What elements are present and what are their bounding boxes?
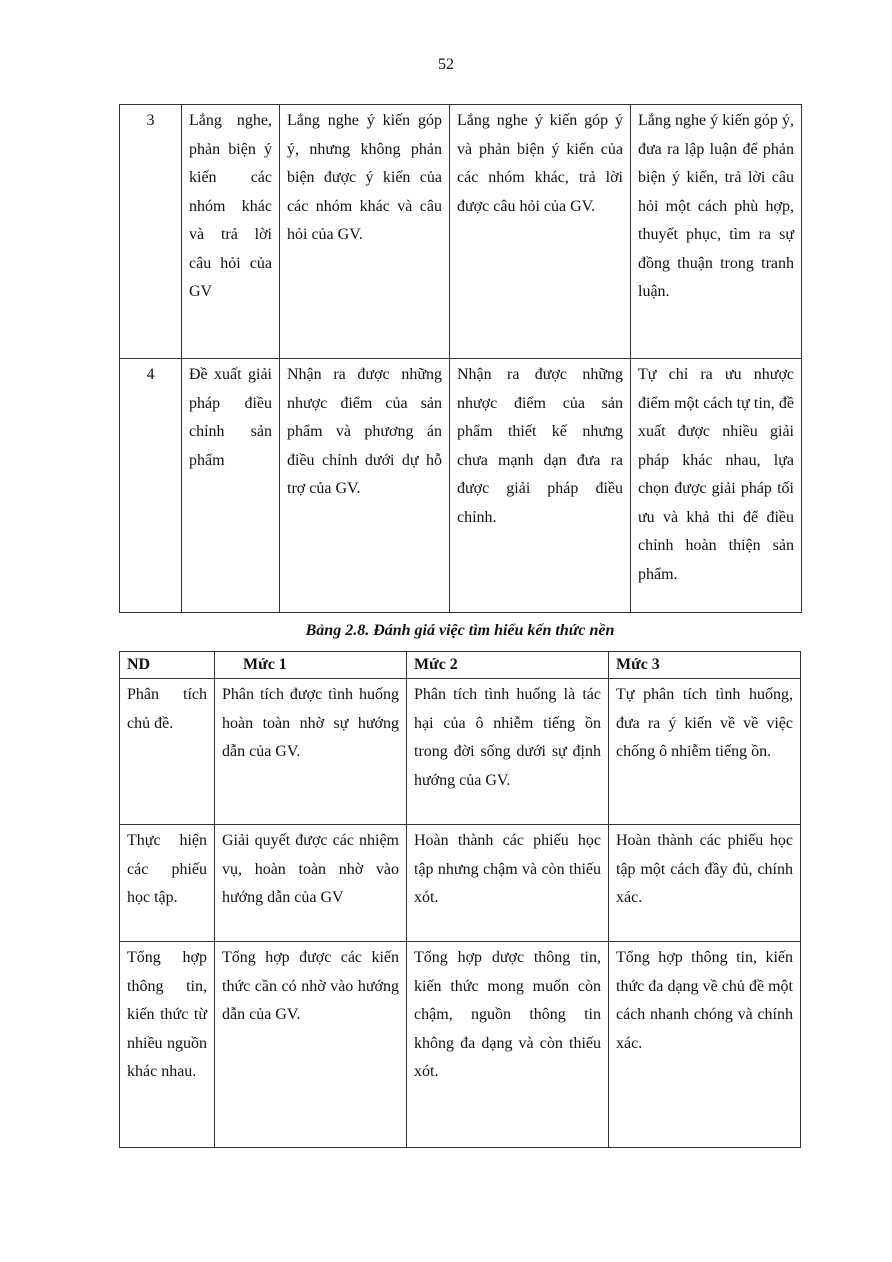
header-level3: Mức 3 bbox=[609, 652, 801, 679]
header-level2: Mức 2 bbox=[407, 652, 609, 679]
header-level1: Mức 1 bbox=[215, 652, 407, 679]
level3-cell: Hoàn thành các phiếu học tập một cách đầy đủ, chính xác. bbox=[609, 825, 801, 942]
table-row bbox=[120, 679, 801, 825]
row-number: 3 bbox=[120, 105, 182, 359]
level2-cell: Hoàn thành các phiếu học tập nhưng chậm và còn thiếu xót. bbox=[407, 825, 609, 942]
table-row bbox=[120, 105, 802, 359]
table-row bbox=[120, 825, 801, 942]
level2-cell: Tổng hợp dược thông tin, kiến thức mong muốn còn chậm, nguồn thông tin không đa dạng và còn thiếu xót. bbox=[407, 942, 609, 1148]
level3-cell: Lắng nghe ý kiến góp ý, đưa ra lập luận để phản biện ý kiến, trả lời câu hỏi một cách phù hợp, thuyết phục, tìm ra sự đồng thuận trong tranh luận. bbox=[631, 105, 802, 359]
table-row bbox=[120, 942, 801, 1148]
assessment-table-2-8 bbox=[119, 651, 801, 1148]
criteria-table-continued bbox=[119, 104, 802, 613]
criterion-cell: Đề xuất giải pháp điều chỉnh sản phẩm bbox=[182, 359, 280, 613]
level1-cell: Giải quyết được các nhiệm vụ, hoàn toàn nhờ vào hướng dẫn của GV bbox=[215, 825, 407, 942]
level2-cell: Phân tích tình huống là tác hại của ô nhiễm tiếng ồn trong đời sống dưới sự định hướng của GV. bbox=[407, 679, 609, 825]
row-number: 4 bbox=[120, 359, 182, 613]
header-nd: ND bbox=[120, 652, 215, 679]
level3-cell: Tự chỉ ra ưu nhược điểm một cách tự tin, đề xuất được nhiều giải pháp khác nhau, lựa chọn được giải pháp tối ưu và khả thi để điều chỉnh hoàn thiện sản phẩm. bbox=[631, 359, 802, 613]
level2-cell: Nhận ra được những nhược điểm của sản phẩm thiết kế nhưng chưa mạnh dạn đưa ra được giải pháp điều chỉnh. bbox=[450, 359, 631, 613]
table-row bbox=[120, 359, 802, 613]
header-row bbox=[120, 652, 801, 679]
level3-cell: Tự phân tích tình huống, đưa ra ý kiến về về việc chống ô nhiễm tiếng ồn. bbox=[609, 679, 801, 825]
level1-cell: Lắng nghe ý kiến góp ý, nhưng không phản biện được ý kiến của các nhóm khác và câu hỏi của GV. bbox=[280, 105, 450, 359]
nd-cell: Tổng hợp thông tin, kiến thức từ nhiều nguồn khác nhau. bbox=[120, 942, 215, 1148]
page-number: 52 bbox=[438, 56, 454, 73]
table-caption: Bảng 2.8. Đánh giá việc tìm hiểu kến thức nền bbox=[305, 622, 615, 639]
nd-cell: Thực hiện các phiếu học tập. bbox=[120, 825, 215, 942]
nd-cell: Phân tích chủ đề. bbox=[120, 679, 215, 825]
criterion-cell: Lắng nghe, phản biện ý kiến các nhóm khác và trả lời câu hỏi của GV bbox=[182, 105, 280, 359]
level1-cell: Tổng hợp được các kiến thức cần có nhờ vào hướng dẫn của GV. bbox=[215, 942, 407, 1148]
level2-cell: Lắng nghe ý kiến góp ý và phản biện ý kiến của các nhóm khác, trả lời được câu hỏi của GV. bbox=[450, 105, 631, 359]
level3-cell: Tổng hợp thông tin, kiến thức đa dạng về chủ đề một cách nhanh chóng và chính xác. bbox=[609, 942, 801, 1148]
level1-cell: Nhận ra được những nhược điểm của sản phẩm và phương án điều chỉnh dưới dự hỗ trợ của GV. bbox=[280, 359, 450, 613]
level1-cell: Phân tích được tình huống hoàn toàn nhờ sự hướng dẫn của GV. bbox=[215, 679, 407, 825]
